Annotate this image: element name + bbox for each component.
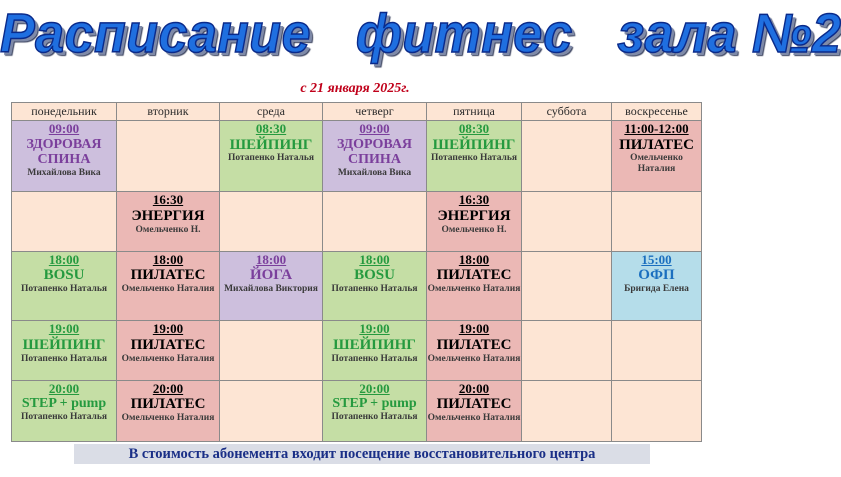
empty-slot: [612, 380, 702, 441]
class-entry: [117, 321, 219, 364]
class-slot: [427, 251, 522, 320]
class-name: ЗДОРОВАЯ СПИНА: [26, 136, 102, 168]
day-header-tuesday: вторник: [117, 103, 220, 121]
trainer-name: Михайлова Вика: [27, 167, 101, 178]
day-header-row: [12, 103, 702, 121]
class-slot: [12, 321, 117, 380]
trainer-name: Потапенко Наталья: [331, 353, 418, 364]
class-slot: [12, 121, 117, 192]
class-time: 19:00: [152, 321, 184, 337]
trainer-name: Потапенко Наталья: [20, 411, 108, 422]
class-slot: [220, 251, 323, 320]
class-slot: [612, 121, 702, 192]
class-entry: [612, 252, 701, 295]
class-time: 19:00: [359, 321, 390, 337]
empty-slot: [522, 321, 612, 380]
class-entry: [323, 252, 426, 295]
schedule-row: [12, 251, 702, 320]
class-name: ЭНЕРГИЯ: [437, 207, 511, 224]
trainer-name: Омельченко Наталия: [630, 153, 683, 174]
class-name: ПИЛАТЕС: [436, 267, 512, 284]
class-slot: [427, 121, 522, 192]
schedule-row: [12, 321, 702, 380]
class-time: 08:30: [255, 121, 287, 136]
trainer-name: Омельченко Наталия: [121, 412, 215, 423]
trainer-name: Омельченко Н.: [441, 224, 507, 235]
class-name: STEP + pump: [332, 396, 417, 412]
page-title-text: Расписание фитнес зала №2: [0, 3, 841, 65]
class-slot: [323, 321, 427, 380]
class-slot: [220, 121, 323, 192]
class-time: 20:00: [152, 380, 184, 396]
class-name: ЗДОРОВАЯ СПИНА: [336, 136, 413, 168]
schedule-row: [12, 380, 702, 441]
trainer-name: Омельченко Наталия: [427, 353, 521, 364]
trainer-name: Потапенко Наталья: [20, 353, 108, 364]
class-name: BOSU: [354, 267, 395, 284]
empty-slot: [220, 380, 323, 441]
empty-slot: [117, 121, 220, 192]
empty-slot: [522, 251, 612, 320]
class-time: 16:30: [152, 192, 184, 208]
class-entry: [612, 121, 701, 175]
class-time: 18:00: [48, 251, 80, 267]
class-entry: [117, 252, 219, 295]
empty-slot: [323, 192, 427, 251]
class-entry: [323, 381, 426, 423]
class-entry: [427, 252, 521, 295]
class-entry: [220, 252, 322, 295]
trainer-name: Бригида Елена: [624, 284, 689, 295]
trainer-name: Омельченко Наталия: [427, 284, 521, 295]
class-entry: [12, 381, 116, 423]
class-entry: [427, 192, 521, 235]
day-header-wednesday: среда: [220, 103, 323, 121]
class-time: 20:00: [458, 380, 490, 396]
class-name: ЭНЕРГИЯ: [131, 207, 205, 224]
class-entry: [117, 192, 219, 235]
class-name: ШЕЙПИНГ: [333, 336, 416, 353]
class-time: 16:30: [458, 192, 490, 208]
trainer-name: Михайлова Вика: [337, 167, 412, 178]
schedule-row: [12, 121, 702, 192]
class-time: 20:00: [48, 380, 80, 396]
class-entry: [323, 121, 426, 179]
trainer-name: Омельченко Наталия: [121, 284, 215, 295]
class-entry: [220, 121, 322, 164]
class-slot: [427, 321, 522, 380]
class-time: 18:00: [359, 251, 390, 267]
class-name: ЙОГА: [249, 267, 293, 284]
class-time: 09:00: [359, 121, 390, 136]
class-name: ПИЛАТЕС: [436, 336, 512, 353]
class-name: ПИЛАТЕС: [130, 336, 206, 353]
trainer-name: Омельченко Наталия: [427, 412, 521, 423]
class-time: 08:30: [458, 121, 490, 136]
class-slot: [117, 380, 220, 441]
class-slot: [12, 380, 117, 441]
class-entry: [427, 321, 521, 364]
schedule-start-date: с 21 января 2025г.: [300, 81, 410, 96]
class-name: ПИЛАТЕС: [619, 136, 694, 153]
class-slot: [427, 192, 522, 251]
class-slot: [323, 380, 427, 441]
empty-slot: [612, 321, 702, 380]
class-entry: [12, 321, 116, 364]
class-slot: [12, 251, 117, 320]
empty-slot: [522, 380, 612, 441]
class-entry: [323, 321, 426, 364]
class-time: 20:00: [359, 380, 390, 396]
class-time: 19:00: [458, 321, 490, 337]
day-header-thursday: четверг: [323, 103, 427, 121]
class-slot: [323, 121, 427, 192]
class-entry: [12, 252, 116, 295]
class-name: ОФП: [638, 267, 675, 284]
class-name: ПИЛАТЕС: [130, 267, 206, 284]
empty-slot: [522, 192, 612, 251]
day-header-saturday: суббота: [522, 103, 612, 121]
class-time: 09:00: [48, 121, 80, 136]
trainer-name: Омельченко Н.: [135, 224, 201, 235]
class-slot: [427, 380, 522, 441]
class-slot: [612, 251, 702, 320]
class-name: STEP + pump: [21, 396, 107, 412]
trainer-name: Омельченко Наталия: [121, 353, 215, 364]
class-slot: [323, 251, 427, 320]
class-time: 18:00: [152, 251, 184, 267]
class-name: ШЕЙПИНГ: [432, 136, 516, 153]
trainer-name: Потапенко Наталья: [227, 153, 315, 164]
empty-slot: [522, 121, 612, 192]
schedule-table: [11, 102, 702, 442]
page-title: [0, 3, 841, 70]
trainer-name: Потапенко Наталья: [430, 153, 518, 164]
empty-slot: [220, 321, 323, 380]
class-name: ШЕЙПИНГ: [229, 136, 313, 153]
class-slot: [117, 251, 220, 320]
class-name: ШЕЙПИНГ: [22, 336, 106, 353]
empty-slot: [612, 192, 702, 251]
footer-note: В стоимость абонемента входит посещение восстановительного центра: [74, 444, 650, 464]
trainer-name: Михайлова Виктория: [224, 284, 318, 295]
day-header-monday: понедельник: [12, 103, 117, 121]
class-slot: [117, 192, 220, 251]
class-entry: [12, 121, 116, 179]
class-name: ПИЛАТЕС: [130, 396, 206, 413]
class-entry: [427, 381, 521, 424]
schedule-row: [12, 192, 702, 251]
class-time: 18:00: [255, 251, 287, 267]
class-name: BOSU: [43, 267, 85, 284]
day-header-friday: пятница: [427, 103, 522, 121]
trainer-name: Потапенко Наталья: [20, 284, 108, 295]
class-time: 15:00: [641, 251, 672, 267]
class-slot: [117, 321, 220, 380]
day-header-sunday: воскресенье: [612, 103, 702, 121]
class-name: ПИЛАТЕС: [436, 396, 512, 413]
class-entry: [117, 381, 219, 424]
class-time: 18:00: [458, 251, 490, 267]
empty-slot: [12, 192, 117, 251]
class-entry: [427, 121, 521, 164]
empty-slot: [220, 192, 323, 251]
trainer-name: Потапенко Наталья: [331, 284, 418, 295]
class-time: 11:00-12:00: [624, 121, 689, 136]
class-time: 19:00: [48, 321, 80, 337]
trainer-name: Потапенко Наталья: [331, 411, 418, 422]
